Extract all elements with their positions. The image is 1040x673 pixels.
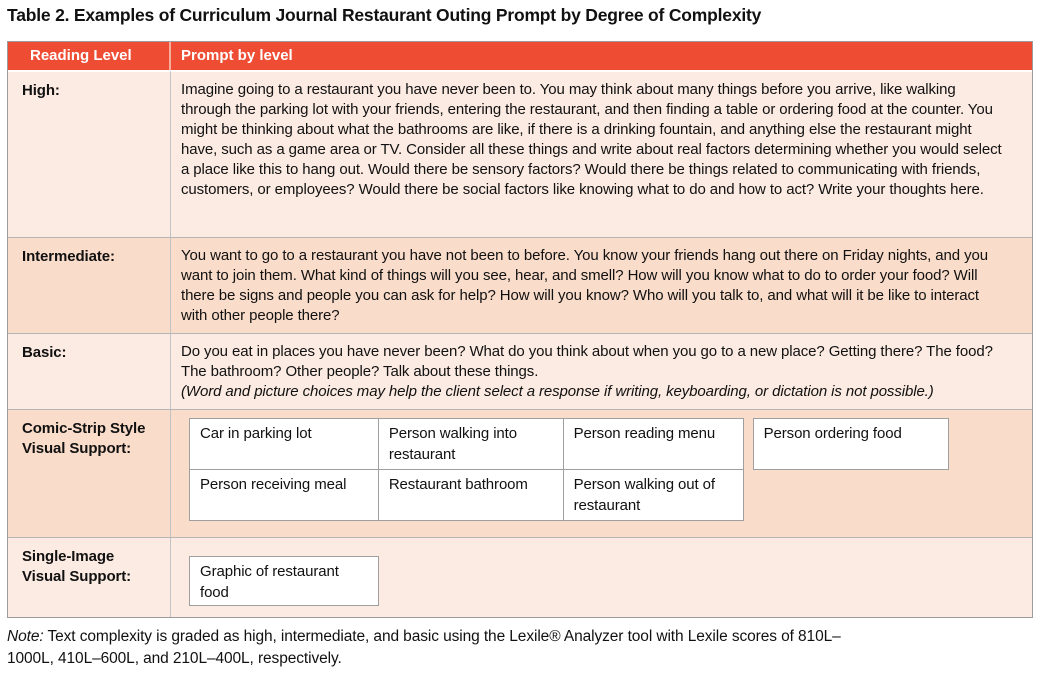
prompt-intermediate-text: You want to go to a restaurant you have not been to before. You know your friends hang out there on Friday nights, and you want to join them. What kind of things will you see, hear, and smell? How will you know what to do to order your food? Will there be signs and people you can ask for help? How will you know? Who will you talk to, and what will it be like to interact with other people there? — [181, 247, 988, 324]
curriculum-prompt-table — [7, 41, 1033, 618]
row-label-intermediate — [8, 237, 171, 333]
col-header-reading-level: Reading Level — [8, 42, 171, 70]
comic-panel-restaurant-bathroom: Restaurant bathroom — [378, 469, 564, 521]
note-prefix: Note: — [7, 628, 44, 645]
prompt-basic — [171, 333, 1032, 409]
prompt-basic-italic-note: (Word and picture choices may help the client select a response if writing, keyboarding, or dictation is not possible.) — [181, 383, 934, 400]
comic-strip-panel-row-1 — [189, 418, 1022, 470]
row-label-single-image — [8, 537, 171, 617]
single-image-box-restaurant-food: Graphic of restaurant food — [189, 556, 379, 606]
comic-strip-panel-row-2 — [189, 469, 1022, 521]
col-header-prompt-by-level: Prompt by level — [171, 42, 1032, 70]
row-label-comic-strip-line2: Visual Support: — [22, 440, 132, 457]
comic-panel-ordering-food: Person ordering food — [753, 418, 949, 470]
row-label-high-text: High: — [22, 82, 60, 99]
row-label-single-image-line2: Visual Support: — [22, 568, 132, 585]
comic-panel-walking-out: Person walking out of restaurant — [563, 469, 744, 521]
single-image-panel-area — [171, 537, 1032, 617]
table-note — [7, 626, 887, 669]
comic-panel-reading-menu: Person reading menu — [563, 418, 744, 470]
comic-panel-car-in-parking-lot: Car in parking lot — [189, 418, 379, 470]
row-label-comic-strip — [8, 409, 171, 537]
row-label-single-image-line1: Single-Image — [22, 548, 115, 565]
comic-panel-receiving-meal: Person receiving meal — [189, 469, 379, 521]
row-label-comic-strip-line1: Comic-Strip Style — [22, 420, 146, 437]
prompt-basic-text: Do you eat in places you have never been? What do you think about when you go to a new place? Getting there? The food? The bathroom? Other people? Talk about these things. — [181, 343, 993, 380]
row-label-intermediate-text: Intermediate: — [22, 248, 115, 265]
prompt-high — [171, 70, 1032, 237]
row-label-high — [8, 70, 171, 237]
row-label-basic-text: Basic: — [22, 344, 67, 361]
note-text: Text complexity is graded as high, intermediate, and basic using the Lexile® Analyzer tool with Lexile scores of 810L–1000L, 410L–600L, and 210L–400L, respectively. — [7, 628, 841, 667]
comic-strip-panels — [171, 409, 1032, 537]
prompt-intermediate — [171, 237, 1032, 333]
row-label-basic — [8, 333, 171, 409]
comic-panel-walking-into-restaurant: Person walking into restaurant — [378, 418, 564, 470]
prompt-high-text: Imagine going to a restaurant you have never been to. You may think about many things before you arrive, like walking through the parking lot with your friends, entering the restaurant, and then finding a table or ordering food at the counter. You might be thinking about what the bathrooms are like, if there is a drinking fountain, and anything else the restaurant might have, such as a game area or TV. Consider all these things and write about real factors determining whether you would select a place like this to hang out. Would there be sensory factors? Would there be things related to communicating with friends, customers, or employees? Would there be social factors like knowing what to do and how to act? Write your thoughts here. — [181, 81, 1002, 198]
table-title: Table 2. Examples of Curriculum Journal Restaurant Outing Prompt by Degree of Complexity — [7, 5, 762, 25]
